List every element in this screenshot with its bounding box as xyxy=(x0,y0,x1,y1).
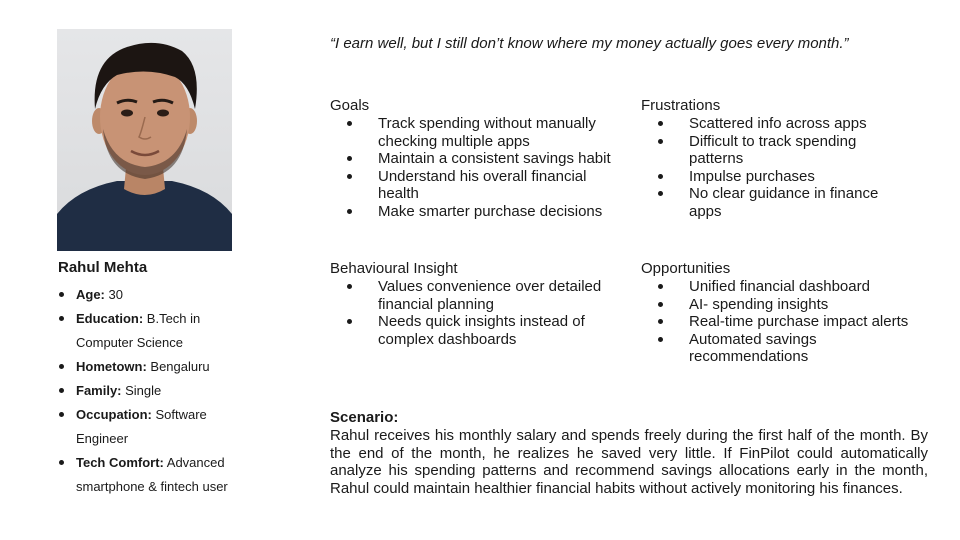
opportunity-item: Unified financial dashboard xyxy=(641,278,931,296)
persona-name: Rahul Mehta xyxy=(58,259,148,276)
goal-item: Make smarter purchase decisions xyxy=(330,203,630,221)
opportunity-item: Real-time purchase impact alerts xyxy=(641,313,931,331)
frustration-item: Difficult to track spending patterns xyxy=(641,133,886,168)
opportunities-title: Opportunities xyxy=(641,260,731,277)
persona-profile-list xyxy=(58,283,258,499)
goal-item: Maintain a consistent savings habit xyxy=(330,150,630,168)
insight-list xyxy=(330,278,630,348)
profile-item-family: Family: Single xyxy=(58,379,258,403)
insight-section xyxy=(330,260,630,348)
opportunities-section xyxy=(641,260,931,366)
goals-title: Goals xyxy=(330,97,370,114)
frustrations-title: Frustrations xyxy=(641,97,721,114)
frustrations-list xyxy=(641,115,886,220)
opportunities-list xyxy=(641,278,931,366)
goals-list xyxy=(330,115,630,220)
scenario-section xyxy=(330,409,928,497)
scenario-title: Scenario: xyxy=(330,409,399,426)
frustration-item: Impulse purchases xyxy=(641,168,886,186)
insight-item: Needs quick insights instead of complex dashboards xyxy=(330,313,630,348)
profile-item-hometown: Hometown: Bengaluru xyxy=(58,355,258,379)
profile-item-age: Age: 30 xyxy=(58,283,258,307)
insight-title: Behavioural Insight xyxy=(330,260,458,277)
frustration-item: Scattered info across apps xyxy=(641,115,886,133)
frustration-item: No clear guidance in finance apps xyxy=(641,185,886,220)
goals-section xyxy=(330,97,630,220)
insight-item: Values convenience over detailed financial planning xyxy=(330,278,630,313)
profile-item-education: Education: B.Tech in Computer Science xyxy=(58,307,258,355)
frustrations-section xyxy=(641,97,886,220)
goal-item: Track spending without manually checking multiple apps xyxy=(330,115,630,150)
opportunity-item: Automated savings recommendations xyxy=(641,331,864,366)
profile-item-tech-comfort: Tech Comfort: Advanced smartphone & fintech user xyxy=(58,451,258,499)
persona-quote: “I earn well, but I still don’t know where my money actually goes every month.” xyxy=(330,35,849,52)
persona-photo xyxy=(57,29,232,251)
scenario-text: Rahul receives his monthly salary and spends freely during the first half of the month. By the end of the month, he realizes he saved very little. If FinPilot could automatically analyze his spending patterns and recommend savings allocations early in the month, Rahul could maintain healthier financial habits without actively monitoring his finances. xyxy=(330,427,928,497)
profile-item-occupation: Occupation: Software Engineer xyxy=(58,403,258,451)
opportunity-item: AI- spending insights xyxy=(641,296,931,314)
goal-item: Understand his overall financial health xyxy=(330,168,630,203)
